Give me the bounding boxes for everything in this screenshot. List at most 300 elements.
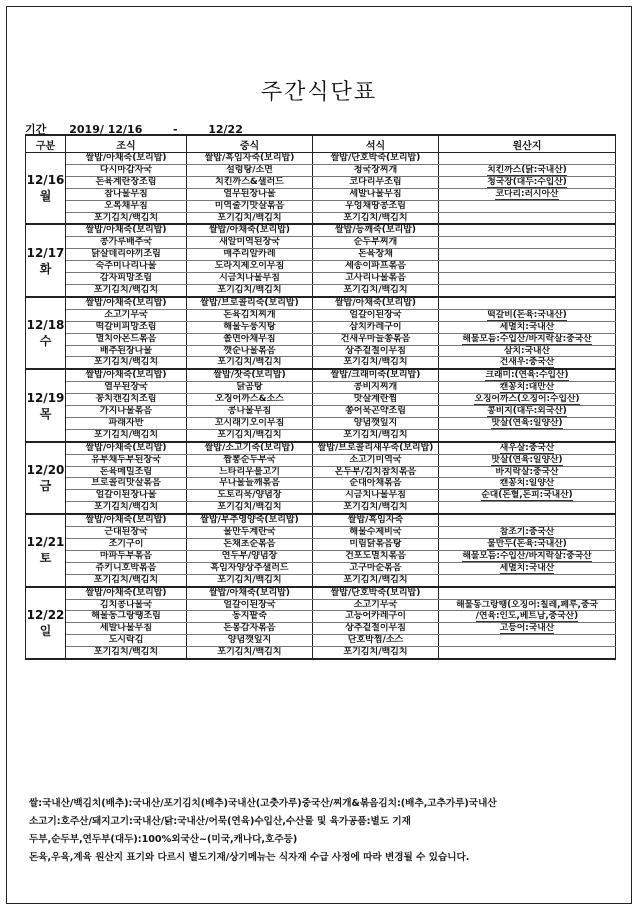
- dinner-cell: [313, 345, 439, 357]
- origin-text: 해물모듬:수입산/바지락살:중국산: [462, 550, 592, 561]
- origin-cell: [439, 490, 616, 502]
- origin-cell: [439, 153, 616, 165]
- lunch-cell: [187, 442, 313, 454]
- breakfast-cell: [66, 599, 187, 611]
- breakfast-text: 포기김치/백김치: [93, 212, 159, 223]
- lunch-cell: [187, 478, 313, 490]
- dinner-text: 시금치나물무침: [345, 490, 406, 501]
- breakfast-cell: [66, 153, 187, 165]
- table-row: [26, 574, 616, 586]
- dinner-text: 고구마순볶음: [349, 562, 402, 573]
- dinner-text: 쌀밥/단호박죽(보리밥): [330, 587, 421, 598]
- day-weekday: 목: [39, 406, 52, 421]
- day-weekday: 화: [39, 261, 52, 276]
- lunch-cell: [187, 382, 313, 394]
- header-origin: 원산지: [439, 135, 616, 153]
- origin-cell: [439, 527, 616, 539]
- dinner-text: 소고기무국: [353, 599, 398, 610]
- dinner-cell: [313, 490, 439, 502]
- table-row: [26, 394, 616, 406]
- breakfast-text: 포기김치/백김치: [93, 357, 159, 368]
- lunch-text: 열무된장나물: [223, 188, 276, 199]
- table-row: [26, 333, 616, 345]
- lunch-text: 포기김치/백김치: [217, 647, 282, 658]
- day-date: 12/21: [26, 535, 65, 550]
- origin-cell: [439, 188, 616, 200]
- lunch-text: 해물누룽지탕: [223, 321, 276, 332]
- table-row: [26, 345, 616, 357]
- day-weekday: 월: [39, 189, 52, 204]
- dinner-cell: [313, 394, 439, 406]
- origin-cell: [439, 261, 616, 273]
- breakfast-cell: [66, 200, 187, 212]
- dinner-cell: [313, 562, 439, 574]
- breakfast-cell: [66, 357, 187, 369]
- day-weekday: 일: [39, 623, 52, 638]
- lunch-cell: [187, 176, 313, 188]
- origin-text: 세멸치:국내산: [499, 321, 555, 332]
- dinner-cell: [313, 502, 439, 514]
- lunch-text: 쌀밥/흑임자죽(보리밥): [204, 153, 295, 163]
- lunch-cell: [187, 550, 313, 562]
- origin-cell: [439, 502, 616, 514]
- table-row: [26, 539, 616, 551]
- lunch-text: 포기김치/백김치: [217, 212, 282, 223]
- dinner-text: 포기김치/백김치: [343, 212, 408, 223]
- lunch-text: 무나물들깨볶음: [219, 478, 280, 489]
- dinner-text: 콩비지찌개: [353, 382, 398, 393]
- origin-cell: [439, 357, 616, 369]
- breakfast-cell: [66, 502, 187, 514]
- dinner-text: 우엉채땅콩조림: [345, 200, 406, 211]
- lunch-cell: [187, 357, 313, 369]
- lunch-text: 콩나물무침: [227, 406, 272, 417]
- breakfast-text: 가지나물볶음: [99, 406, 153, 417]
- lunch-text: 돈봉감자볶음: [223, 623, 276, 634]
- breakfast-cell: [66, 550, 187, 562]
- lunch-text: 동지팥죽: [232, 611, 267, 622]
- dinner-cell: [313, 478, 439, 490]
- dinner-cell: [313, 599, 439, 611]
- lunch-cell: [187, 574, 313, 586]
- dinner-cell: [313, 369, 439, 381]
- lunch-cell: [187, 153, 313, 165]
- table-row: [26, 490, 616, 502]
- dinner-text: 쌀밥/크래미죽(보리밥): [330, 370, 421, 381]
- dinner-cell: [313, 321, 439, 333]
- breakfast-cell: [66, 466, 187, 478]
- weekly-menu-table: [25, 134, 616, 660]
- origin-cell: [439, 406, 616, 418]
- lunch-cell: [187, 562, 313, 574]
- day-weekday: 수: [39, 334, 52, 349]
- dinner-text: 청국장찌개: [353, 164, 398, 175]
- table-row: [26, 309, 616, 321]
- dinner-text: 단호박찜/소스: [347, 635, 404, 646]
- breakfast-cell: [66, 321, 187, 333]
- lunch-text: 포기김치/백김치: [217, 357, 282, 368]
- breakfast-text: 쌀밥/아채죽(보리밥): [85, 153, 167, 163]
- day-date: 12/20: [26, 462, 65, 477]
- origin-cell: [439, 539, 616, 551]
- lunch-cell: [187, 188, 313, 200]
- lunch-cell: [187, 297, 313, 309]
- day-cell: [26, 369, 66, 441]
- lunch-text: 오징어까스&소스: [215, 394, 284, 405]
- origin-text: 물만두(돈육:국내산): [487, 539, 567, 549]
- origin-cell: [439, 623, 616, 635]
- lunch-cell: [187, 635, 313, 647]
- dinner-cell: [313, 382, 439, 394]
- breakfast-cell: [66, 514, 187, 526]
- day-date: 12/19: [26, 390, 65, 405]
- dinner-text: 코다리무조림: [349, 176, 402, 187]
- dinner-text: 포기김치/백김치: [343, 284, 408, 295]
- origin-text: 콩비지(대두:외국산): [487, 406, 567, 417]
- breakfast-cell: [66, 527, 187, 539]
- table-row: [26, 200, 616, 212]
- origin-cell: [439, 369, 616, 381]
- origin-cell: [439, 466, 616, 478]
- breakfast-cell: [66, 539, 187, 551]
- dinner-cell: [313, 176, 439, 188]
- breakfast-text: 참나물무침: [104, 188, 148, 199]
- table-row: [26, 587, 616, 599]
- lunch-cell: [187, 237, 313, 249]
- origin-text: 세멸치:국내산: [499, 562, 555, 573]
- origin-cell: [439, 309, 616, 321]
- dinner-cell: [313, 333, 439, 345]
- header-lunch: 중식: [187, 135, 313, 153]
- dinner-text: 해물수제비국: [349, 527, 402, 538]
- lunch-cell: [187, 321, 313, 333]
- dinner-cell: [313, 153, 439, 165]
- dinner-cell: [313, 261, 439, 273]
- breakfast-text: 쌀밥/아채죽(보리밥): [85, 515, 167, 526]
- origin-text: 크래미:(연육:수입산): [485, 370, 569, 381]
- breakfast-cell: [66, 176, 187, 188]
- dinner-cell: [313, 200, 439, 212]
- lunch-text: 얼갈이된장국: [223, 599, 276, 610]
- breakfast-cell: [66, 164, 187, 176]
- origin-cell: [439, 284, 616, 296]
- table-row: [26, 635, 616, 647]
- origin-text: 청국장(대두:수입산): [487, 176, 567, 187]
- dinner-text: 건포도멸치볶음: [345, 550, 406, 561]
- dinner-text: 쌀밥/흑임자죽: [347, 515, 404, 526]
- lunch-text: 도라지제오이무침: [214, 261, 285, 272]
- lunch-cell: [187, 333, 313, 345]
- lunch-text: 돈채초순볶음: [223, 539, 276, 549]
- breakfast-cell: [66, 309, 187, 321]
- table-row: [26, 369, 616, 381]
- origin-cell: [439, 164, 616, 176]
- dinner-text: 포기김치/백김치: [343, 574, 408, 585]
- lunch-cell: [187, 406, 313, 418]
- lunch-cell: [187, 417, 313, 429]
- origin-text: 바지락살:중국산: [495, 466, 559, 477]
- origin-text: 새우살:중국산: [499, 442, 555, 453]
- origin-text: 순대(돈혈,돈피:국내산): [481, 490, 573, 501]
- dinner-text: 순두부찌개: [353, 237, 398, 248]
- table-row: [26, 502, 616, 514]
- dinner-text: 얼갈이된장국: [349, 309, 402, 320]
- breakfast-cell: [66, 188, 187, 200]
- lunch-cell: [187, 224, 313, 236]
- breakfast-text: 돈육메밀조림: [99, 466, 153, 477]
- menu-sheet: [6, 6, 632, 904]
- table-row: [26, 212, 616, 224]
- breakfast-text: 감자피망조림: [99, 273, 153, 284]
- dinner-text: 쫑어묵곤약조림: [345, 406, 406, 417]
- origin-cell: [439, 394, 616, 406]
- day-weekday: 금: [39, 478, 52, 493]
- lunch-text: 포기김치/백김치: [217, 502, 282, 513]
- breakfast-text: 포기김치/백김치: [93, 647, 159, 658]
- table-row: [26, 321, 616, 333]
- origin-cell: [439, 237, 616, 249]
- dinner-cell: [313, 623, 439, 635]
- breakfast-cell: [66, 224, 187, 236]
- table-row: [26, 153, 616, 165]
- dinner-text: 상추겉절이무침: [345, 345, 406, 356]
- lunch-cell: [187, 454, 313, 466]
- page-title: 주간식단표: [260, 80, 378, 105]
- dinner-text: 온두부/김치참치볶음: [334, 466, 417, 477]
- lunch-cell: [187, 309, 313, 321]
- breakfast-cell: [66, 429, 187, 441]
- dinner-cell: [313, 647, 439, 659]
- breakfast-text: 쌀밥/아채죽(보리밥): [85, 225, 167, 236]
- period-end: 12/22: [208, 123, 243, 136]
- lunch-cell: [187, 623, 313, 635]
- dinner-cell: [313, 406, 439, 418]
- origin-cell: [439, 562, 616, 574]
- header-category: 구분: [26, 135, 66, 153]
- breakfast-text: 다시마감자국: [99, 164, 153, 175]
- origin-cell: [439, 176, 616, 188]
- day-date: 12/17: [26, 245, 65, 260]
- table-row: [26, 382, 616, 394]
- table-row: [26, 611, 616, 623]
- breakfast-cell: [66, 611, 187, 623]
- period-separator: -: [173, 123, 178, 136]
- dinner-cell: [313, 574, 439, 586]
- lunch-text: 쌀밥/부추영양죽(보리밥): [200, 515, 299, 526]
- lunch-cell: [187, 587, 313, 599]
- dinner-text: 포기김치/백김치: [343, 502, 408, 513]
- origin-notes: [29, 795, 629, 867]
- day-weekday: 토: [39, 551, 52, 566]
- origin-cell: [439, 224, 616, 236]
- lunch-cell: [187, 249, 313, 261]
- origin-text: 오징어까스(오징어:수입산): [474, 394, 580, 405]
- table-row: [26, 623, 616, 635]
- lunch-cell: [187, 200, 313, 212]
- breakfast-text: 쌀밥/아채죽(보리밥): [85, 587, 167, 598]
- breakfast-text: 멸치아몬드볶음: [95, 333, 157, 344]
- breakfast-text: 세발나물무침: [99, 623, 153, 634]
- dinner-cell: [313, 611, 439, 623]
- table-header-row: [26, 135, 616, 153]
- note-line: 쌀:국내산/백김치(배추):국내산/포기김치(배추)국내산(고춧가루)중국산/찌개&볶음김치:(배추,고추가루)국내산: [29, 798, 497, 809]
- lunch-text: 쌀밥/아채죽(보리밥): [208, 587, 291, 598]
- breakfast-text: 오복채무침: [104, 200, 148, 211]
- lunch-cell: [187, 164, 313, 176]
- lunch-text: 양념깻잎지: [227, 635, 272, 646]
- dinner-cell: [313, 309, 439, 321]
- lunch-cell: [187, 273, 313, 285]
- origin-cell: [439, 647, 616, 659]
- day-cell: [26, 153, 66, 225]
- dinner-text: 소고기미역국: [349, 454, 402, 465]
- table-row: [26, 237, 616, 249]
- origin-cell: [439, 321, 616, 333]
- lunch-cell: [187, 502, 313, 514]
- dinner-text: 건새우마늘쫑볶음: [340, 333, 411, 344]
- breakfast-text: 얼갈이된장나물: [95, 490, 157, 501]
- origin-text: 해물동그랑땡(오징어:칠레,페루,중국: [456, 599, 598, 610]
- lunch-text: 흑임자양상추샐러드: [210, 562, 289, 573]
- lunch-text: 치킨까스&샐러드: [215, 176, 284, 187]
- origin-cell: [439, 417, 616, 429]
- table-row: [26, 406, 616, 418]
- table-row: [26, 514, 616, 526]
- breakfast-cell: [66, 406, 187, 418]
- day-cell: [26, 514, 66, 586]
- breakfast-cell: [66, 249, 187, 261]
- lunch-text: 쌀밥/잣죽(보리밥): [213, 370, 286, 381]
- lunch-text: 쌀밥/아채죽(보리밥): [208, 225, 291, 236]
- header-dinner: 석식: [313, 135, 439, 153]
- breakfast-text: 파래자반: [108, 417, 144, 428]
- lunch-text: 쌀밥/브로콜리죽(보리밥): [200, 297, 299, 308]
- dinner-cell: [313, 188, 439, 200]
- breakfast-text: 소고기무국: [104, 309, 148, 320]
- breakfast-text: 근대된장국: [104, 527, 148, 538]
- origin-cell: [439, 249, 616, 261]
- table-row: [26, 224, 616, 236]
- origin-cell: [439, 550, 616, 562]
- breakfast-text: 숙주미나리나물: [95, 261, 157, 272]
- lunch-cell: [187, 611, 313, 623]
- breakfast-cell: [66, 635, 187, 647]
- origin-cell: [439, 273, 616, 285]
- table-row: [26, 297, 616, 309]
- lunch-text: 물만두계란국: [223, 527, 276, 538]
- origin-text: 떡갈비(돈육:국내산): [487, 309, 567, 320]
- breakfast-cell: [66, 623, 187, 635]
- table-row: [26, 164, 616, 176]
- table-row: [26, 284, 616, 296]
- breakfast-text: 해물동그랑땡조림: [91, 611, 161, 622]
- table-row: [26, 417, 616, 429]
- lunch-text: 닭곰탕: [236, 382, 263, 393]
- period-start: 2019/ 12/16: [69, 123, 143, 136]
- lunch-text: 깻순나물볶음: [223, 345, 276, 356]
- breakfast-cell: [66, 261, 187, 273]
- breakfast-cell: [66, 382, 187, 394]
- dinner-cell: [313, 273, 439, 285]
- breakfast-text: 포기김치/백김치: [93, 429, 159, 440]
- breakfast-cell: [66, 284, 187, 296]
- breakfast-text: 쌀밥/아채죽(보리밥): [85, 442, 167, 453]
- table-row: [26, 261, 616, 273]
- breakfast-text: 포기김치/백김치: [93, 574, 159, 585]
- origin-cell: [439, 478, 616, 490]
- table-row: [26, 249, 616, 261]
- origin-cell: [439, 297, 616, 309]
- dinner-text: 삼치카레구이: [349, 321, 402, 332]
- breakfast-cell: [66, 417, 187, 429]
- breakfast-cell: [66, 454, 187, 466]
- lunch-text: 매추리알카레: [223, 249, 276, 260]
- origin-cell: [439, 345, 616, 357]
- breakfast-text: 쌀밥/아채죽(보리밥): [85, 297, 167, 308]
- breakfast-cell: [66, 574, 187, 586]
- dinner-cell: [313, 550, 439, 562]
- lunch-cell: [187, 539, 313, 551]
- breakfast-text: 열무된장국: [104, 382, 148, 393]
- lunch-cell: [187, 345, 313, 357]
- dinner-cell: [313, 237, 439, 249]
- dinner-text: 세송이파프볶음: [345, 261, 406, 272]
- breakfast-cell: [66, 478, 187, 490]
- table-row: [26, 466, 616, 478]
- lunch-cell: [187, 466, 313, 478]
- lunch-cell: [187, 284, 313, 296]
- breakfast-text: 김치콩나물국: [99, 599, 153, 610]
- dinner-text: 쌀밥/아채죽(보리밥): [334, 297, 417, 308]
- menu-body: [26, 153, 616, 660]
- day-cell: [26, 587, 66, 659]
- dinner-text: 돈육장채: [358, 249, 393, 260]
- table-row: [26, 429, 616, 441]
- lunch-text: 새알미역된장국: [219, 237, 280, 248]
- dinner-cell: [313, 284, 439, 296]
- table-row: [26, 357, 616, 369]
- breakfast-cell: [66, 345, 187, 357]
- table-row: [26, 562, 616, 574]
- table-row: [26, 527, 616, 539]
- table-row: [26, 599, 616, 611]
- breakfast-text: 마파두부볶음: [99, 550, 153, 561]
- lunch-text: 도토리묵/양념장: [217, 490, 282, 501]
- lunch-text: 포기김치/백김치: [217, 284, 282, 295]
- origin-cell: [439, 454, 616, 466]
- header-breakfast: 조식: [66, 135, 187, 153]
- day-cell: [26, 224, 66, 296]
- origin-cell: [439, 587, 616, 599]
- breakfast-cell: [66, 369, 187, 381]
- lunch-cell: [187, 212, 313, 224]
- dinner-cell: [313, 212, 439, 224]
- breakfast-text: 도시락김: [108, 635, 144, 646]
- origin-text: 삼치:국내산: [503, 345, 550, 356]
- dinner-cell: [313, 635, 439, 647]
- breakfast-text: 쥬키니호박볶음: [95, 562, 157, 573]
- table-row: [26, 550, 616, 562]
- dinner-text: 포기김치/백김치: [343, 429, 408, 440]
- lunch-text: 시금치나물무침: [219, 273, 280, 284]
- lunch-text: 설렁탕/소면: [226, 164, 273, 175]
- lunch-text: 연두부/양념장: [221, 550, 278, 561]
- lunch-text: 포기김치/백김치: [217, 429, 282, 440]
- lunch-text: 쫄면아채무침: [223, 333, 276, 344]
- note-line: 돈육,우육,계육 원산지 표기와 다르시 별도기재/상기메뉴는 식자재 수급 사정에 따라 변경될 수 있습니다.: [29, 852, 470, 863]
- dinner-text: 고사리나물볶음: [345, 273, 406, 284]
- day-date: 12/18: [26, 318, 65, 333]
